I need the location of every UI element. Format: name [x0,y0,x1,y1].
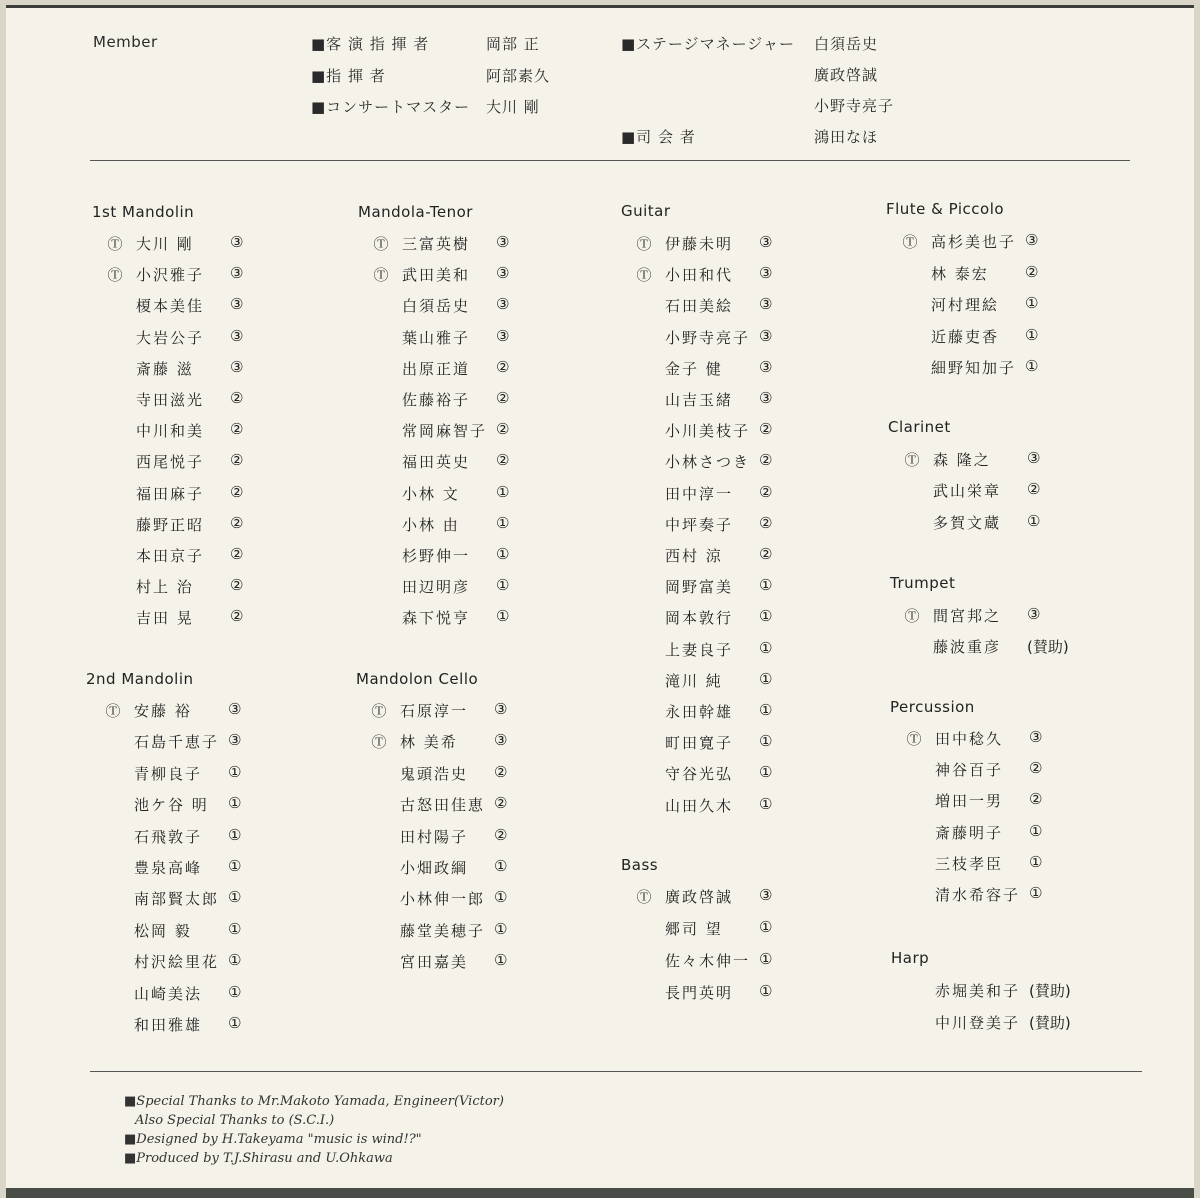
member-name: 吉田 晃 [136,609,194,627]
member-name: 石原淳一 [400,702,469,720]
member-name: 岡本敦行 [665,609,734,627]
member-name: 近藤吏香 [931,328,1000,346]
member-name: 西村 涼 [665,547,723,565]
member-name: 高杉美也子 [931,233,1017,251]
member-grade: ① [494,857,508,875]
leader-mark: Ⓣ [904,451,920,469]
credit-line: Also Special Thanks to (S.C.I.) [135,1113,335,1128]
member-grade: ③ [230,233,244,251]
member-name: 小川美枝子 [665,422,751,440]
member-name: 池ケ谷 明 [134,796,209,814]
section-title-flute-piccolo: Flute & Piccolo [886,200,1005,218]
member-name: 森下悦亨 [402,609,471,627]
member-name: 松岡 毅 [134,922,192,940]
member-grade: ③ [230,264,244,282]
member-grade: (賛助) [1029,1014,1071,1032]
member-grade: ① [228,983,242,1001]
member-grade: ② [759,483,773,501]
member-name: 山吉玉緒 [665,391,734,409]
member-name: 上妻良子 [665,641,734,659]
member-grade: ② [759,514,773,532]
member-name: 中川和美 [136,422,205,440]
conductor-name: 阿部素久 [486,67,551,85]
member-grade: ① [759,670,773,688]
liner-notes-sheet [6,5,1194,1198]
stage-manager-role: ■ステージマネージャー [621,35,795,53]
stage-manager-name: 白須岳史 [814,35,879,53]
member-name: 永田幹雄 [665,703,734,721]
member-grade: ① [496,514,510,532]
member-grade: ① [1027,512,1041,530]
section-title-1st-mandolin: 1st Mandolin [92,203,195,221]
section-title-bass: Bass [621,856,659,874]
member-grade: ③ [228,700,242,718]
member-name: 大岩公子 [136,329,205,347]
leader-mark: Ⓣ [105,702,121,720]
member-grade: ① [228,920,242,938]
member-name: 出原正道 [402,360,471,378]
member-grade: ③ [496,264,510,282]
member-grade: ③ [759,358,773,376]
header-divider [90,160,1130,161]
member-grade: ② [1027,480,1041,498]
member-name: 白須岳史 [402,297,471,315]
member-label: Member [93,33,158,51]
member-grade: ② [759,420,773,438]
member-name: 西尾悦子 [136,453,205,471]
member-name: 廣政啓誠 [665,888,734,906]
member-name: 常岡麻智子 [402,422,488,440]
member-grade: ② [494,763,508,781]
member-name: 小田和代 [665,266,734,284]
member-grade: ① [759,950,773,968]
credit-line: ■Designed by H.Takeyama "music is wind!?" [124,1132,422,1147]
member-grade: ① [494,888,508,906]
member-name: 神谷百子 [935,761,1004,779]
member-name: 村上 治 [136,578,194,596]
member-grade: ② [496,389,510,407]
member-name: 三枝孝臣 [935,855,1004,873]
stage-manager-name: 廣政啓誠 [814,66,879,84]
member-grade: ② [230,451,244,469]
member-grade: ① [228,794,242,812]
member-grade: ① [228,763,242,781]
leader-mark: Ⓣ [636,266,652,284]
member-name: 安藤 裕 [134,702,192,720]
member-grade: ② [496,420,510,438]
member-grade: ② [230,576,244,594]
member-grade: ① [1029,884,1043,902]
member-name: 青柳良子 [134,765,203,783]
member-grade: ② [494,826,508,844]
member-grade: ① [496,607,510,625]
section-title-2nd-mandolin: 2nd Mandolin [86,670,194,688]
guest-conductor-role: ■客 演 指 揮 者 [311,35,430,53]
footer-divider [90,1071,1142,1072]
member-grade: ① [1025,326,1039,344]
member-name: 岡野富美 [665,578,734,596]
member-name: 榎本美佳 [136,297,205,315]
member-name: 佐々木伸一 [665,952,751,970]
member-name: 寺田滋光 [136,391,205,409]
conductor-role: ■指 揮 者 [311,67,386,85]
member-name: 藤野正昭 [136,516,205,534]
member-grade: ① [1025,357,1039,375]
credit-line: ■Special Thanks to Mr.Makoto Yamada, Engineer(Victor) [124,1094,504,1109]
leader-mark: Ⓣ [904,607,920,625]
member-name: 小林さつき [665,453,751,471]
member-grade: ① [759,795,773,813]
concertmaster-name: 大川 剛 [486,98,540,116]
member-name: 佐藤裕子 [402,391,471,409]
leader-mark: Ⓣ [636,235,652,253]
member-name: 林 泰宏 [931,265,989,283]
member-name: 杉野伸一 [402,547,471,565]
section-title-harp: Harp [891,949,930,967]
member-grade: ③ [759,233,773,251]
member-name: 鬼頭浩史 [400,765,469,783]
member-name: 町田寛子 [665,734,734,752]
member-grade: ② [230,483,244,501]
member-name: 林 美希 [400,733,458,751]
member-grade: ① [496,483,510,501]
member-name: 豊泉高峰 [134,859,203,877]
member-grade: ③ [1029,728,1043,746]
member-grade: ① [1025,294,1039,312]
member-grade: ② [496,358,510,376]
member-grade: ③ [494,731,508,749]
member-name: 福田麻子 [136,485,205,503]
member-name: 増田一男 [935,792,1004,810]
member-name: 山田久木 [665,797,734,815]
member-grade: ③ [228,731,242,749]
member-grade: ① [1029,822,1043,840]
member-grade: ② [759,545,773,563]
member-name: 和田雅雄 [134,1016,203,1034]
member-name: 田中稔久 [935,730,1004,748]
member-grade: ② [1025,263,1039,281]
member-grade: ② [230,389,244,407]
member-name: 長門英明 [665,984,734,1002]
member-name: 福田英史 [402,453,471,471]
member-grade: ③ [496,327,510,345]
member-grade: ② [759,451,773,469]
section-title-percussion: Percussion [890,698,975,716]
member-name: 三富英樹 [402,235,471,253]
member-name: 中川登美子 [935,1014,1021,1032]
leader-mark: Ⓣ [107,266,123,284]
leader-mark: Ⓣ [107,235,123,253]
member-grade: ③ [496,233,510,251]
member-name: 金子 健 [665,360,723,378]
member-name: 石田美絵 [665,297,734,315]
member-name: 清水希容子 [935,886,1021,904]
section-title-guitar: Guitar [621,202,671,220]
member-grade: ① [1029,853,1043,871]
member-name: 斎藤明子 [935,824,1004,842]
member-name: 本田京子 [136,547,205,565]
member-grade: ② [230,514,244,532]
member-grade: ② [230,420,244,438]
member-grade: ③ [230,295,244,313]
member-grade: ① [759,732,773,750]
member-name: 斎藤 滋 [136,360,194,378]
member-grade: ③ [759,886,773,904]
credit-line: ■Produced by T.J.Shirasu and U.Ohkawa [124,1151,393,1166]
member-name: 赤堀美和子 [935,982,1021,1000]
member-name: 村沢絵里花 [134,953,220,971]
member-grade: ② [494,794,508,812]
member-grade: ① [228,1014,242,1032]
member-name: 武田美和 [402,266,471,284]
member-name: 宮田嘉美 [400,953,469,971]
member-name: 石飛敦子 [134,828,203,846]
guest-conductor-name: 岡部 正 [486,35,540,53]
member-grade: ③ [759,389,773,407]
member-name: 小畑政綱 [400,859,469,877]
member-grade: ③ [759,264,773,282]
member-grade: ② [1029,790,1043,808]
member-grade: ② [496,451,510,469]
member-grade: ① [494,920,508,938]
member-grade: ① [759,576,773,594]
section-title-clarinet: Clarinet [888,418,951,436]
mc-role: ■司 会 者 [621,128,696,146]
member-grade: ③ [1027,605,1041,623]
member-grade: ② [230,545,244,563]
member-name: 大川 剛 [136,235,194,253]
member-name: 藤波重彦 [933,638,1002,656]
stage-manager-name: 小野寺亮子 [814,97,895,115]
member-name: 田辺明彦 [402,578,471,596]
member-grade: ③ [230,327,244,345]
member-name: 郷司 望 [665,920,723,938]
member-grade: ① [228,951,242,969]
member-name: 多賀文蔵 [933,514,1002,532]
member-grade: ① [759,982,773,1000]
member-name: 小野寺亮子 [665,329,751,347]
member-grade: ③ [1025,231,1039,249]
member-name: 南部賢太郎 [134,890,220,908]
section-title-mandolon-cello: Mandolon Cello [356,670,479,688]
member-grade: ① [496,545,510,563]
member-grade: (賛助) [1029,982,1071,1000]
member-grade: (賛助) [1027,638,1069,656]
member-grade: ② [230,607,244,625]
member-grade: ① [228,857,242,875]
member-grade: ① [228,826,242,844]
member-name: 小林伸一郎 [400,890,486,908]
leader-mark: Ⓣ [371,733,387,751]
section-title-trumpet: Trumpet [890,574,956,592]
member-name: 小林 文 [402,485,460,503]
member-name: 伊藤未明 [665,235,734,253]
member-name: 間宮邦之 [933,607,1002,625]
member-name: 田中淳一 [665,485,734,503]
member-name: 河村理絵 [931,296,1000,314]
member-grade: ① [759,639,773,657]
member-name: 小沢雅子 [136,266,205,284]
leader-mark: Ⓣ [373,235,389,253]
member-grade: ③ [1027,449,1041,467]
member-grade: ① [496,576,510,594]
member-grade: ② [1029,759,1043,777]
member-name: 武山栄章 [933,482,1002,500]
member-name: 山崎美法 [134,985,203,1003]
member-grade: ③ [230,358,244,376]
member-grade: ① [759,763,773,781]
member-name: 田村陽子 [400,828,469,846]
member-name: 小林 由 [402,516,460,534]
member-grade: ① [759,918,773,936]
section-title-mandola-tenor: Mandola-Tenor [358,203,473,221]
member-grade: ③ [759,327,773,345]
member-name: 守谷光弘 [665,765,734,783]
leader-mark: Ⓣ [902,233,918,251]
member-name: 森 隆之 [933,451,991,469]
member-grade: ① [494,951,508,969]
member-name: 藤堂美穂子 [400,922,486,940]
member-grade: ③ [759,295,773,313]
member-grade: ③ [494,700,508,718]
member-grade: ① [759,607,773,625]
leader-mark: Ⓣ [906,730,922,748]
member-grade: ③ [496,295,510,313]
mc-name: 鴻田なほ [814,128,879,146]
member-name: 中坪奏子 [665,516,734,534]
member-name: 古怒田佳恵 [400,796,486,814]
leader-mark: Ⓣ [373,266,389,284]
member-name: 石島千恵子 [134,733,220,751]
member-name: 細野知加子 [931,359,1017,377]
leader-mark: Ⓣ [636,888,652,906]
member-name: 滝川 純 [665,672,723,690]
member-name: 葉山雅子 [402,329,471,347]
member-grade: ① [759,701,773,719]
member-grade: ① [228,888,242,906]
leader-mark: Ⓣ [371,702,387,720]
concertmaster-role: ■コンサートマスター [311,98,471,116]
